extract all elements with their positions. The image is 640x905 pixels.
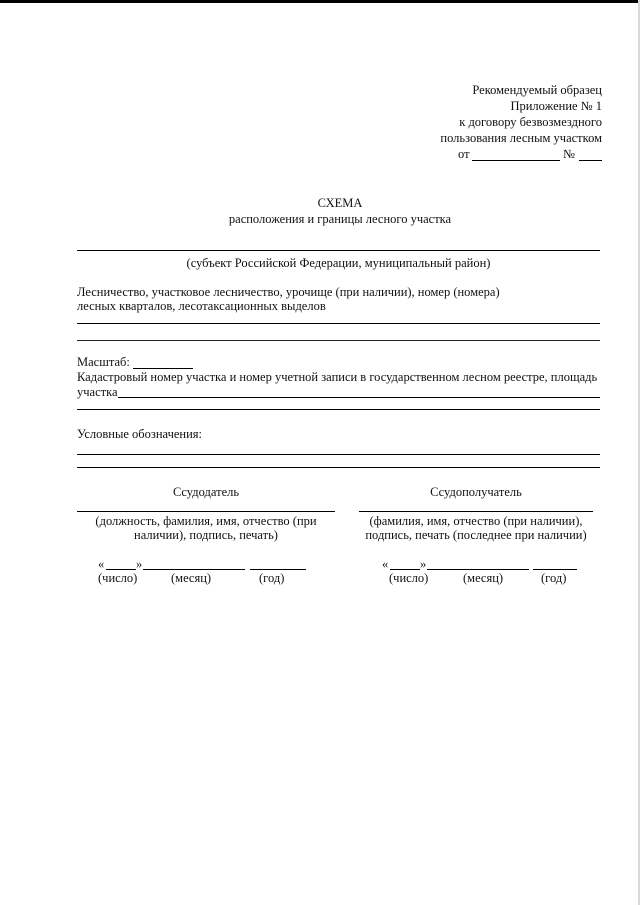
- lender-day-field[interactable]: [106, 569, 136, 570]
- header-to-agreement: к договору безвозмездного: [459, 115, 602, 129]
- borrower-year-caption: (год): [541, 571, 567, 585]
- header-number-label: №: [563, 147, 575, 161]
- legend-field-line1[interactable]: [77, 454, 600, 455]
- borrower-year-field[interactable]: [533, 569, 577, 570]
- borrower-caption-line2: подпись, печать (последнее при наличии): [365, 528, 587, 542]
- header-from-label: от: [458, 147, 470, 161]
- document-subtitle: расположения и границы лесного участка: [228, 212, 452, 226]
- borrower-month-field[interactable]: [427, 569, 529, 570]
- header-number-field[interactable]: [579, 160, 602, 161]
- lender-year-caption: (год): [259, 571, 285, 585]
- forestry-field-line2[interactable]: [77, 340, 600, 341]
- cadastral-label-line1: Кадастровый номер участка и номер учетной записи в государственном лесном реестре, площадь: [77, 370, 598, 384]
- legend-field-line2[interactable]: [77, 467, 600, 468]
- cadastral-field-line1[interactable]: [118, 397, 600, 398]
- header-land-use: пользования лесным участком: [440, 131, 602, 145]
- lender-month-field[interactable]: [143, 569, 245, 570]
- lender-signature-line[interactable]: [77, 511, 335, 512]
- subject-field-line[interactable]: [77, 250, 600, 251]
- lender-month-caption: (месяц): [171, 571, 212, 585]
- header-recommended-sample: Рекомендуемый образец: [472, 83, 602, 97]
- borrower-quote-open: «: [382, 557, 389, 571]
- lender-caption-line1: (должность, фамилия, имя, отчество (при: [95, 514, 317, 528]
- lender-quote-close: »: [136, 557, 143, 571]
- borrower-quote-close: »: [420, 557, 427, 571]
- borrower-signature-line[interactable]: [359, 511, 593, 512]
- borrower-day-caption: (число): [389, 571, 429, 585]
- lender-caption-line2: наличии), подпись, печать): [134, 528, 278, 542]
- subject-caption: (субъект Российской Федерации, муниципальный район): [186, 256, 491, 270]
- legend-label: Условные обозначения:: [77, 427, 203, 441]
- document-title: СХЕМА: [317, 196, 363, 210]
- lender-quote-open: «: [98, 557, 105, 571]
- borrower-caption-line1: (фамилия, имя, отчество (при наличии),: [369, 514, 583, 528]
- cadastral-field-line2[interactable]: [77, 409, 600, 410]
- forestry-label-line1: Лесничество, участковое лесничество, урочище (при наличии), номер (номера): [77, 285, 500, 299]
- borrower-day-field[interactable]: [390, 569, 420, 570]
- borrower-month-caption: (месяц): [463, 571, 504, 585]
- header-date-field[interactable]: [472, 160, 560, 161]
- lender-day-caption: (число): [98, 571, 138, 585]
- borrower-title: Ссудополучатель: [430, 485, 522, 499]
- forestry-label-line2: лесных кварталов, лесотаксационных выделов: [77, 299, 326, 313]
- scale-field[interactable]: [133, 368, 193, 369]
- header-appendix-number: Приложение № 1: [510, 99, 602, 113]
- scan-top-border: [0, 0, 640, 3]
- forestry-field-line1[interactable]: [77, 323, 600, 324]
- lender-title: Ссудодатель: [172, 485, 240, 499]
- lender-year-field[interactable]: [250, 569, 306, 570]
- scale-label: Масштаб:: [77, 355, 130, 369]
- cadastral-label-line2: участка: [77, 385, 118, 399]
